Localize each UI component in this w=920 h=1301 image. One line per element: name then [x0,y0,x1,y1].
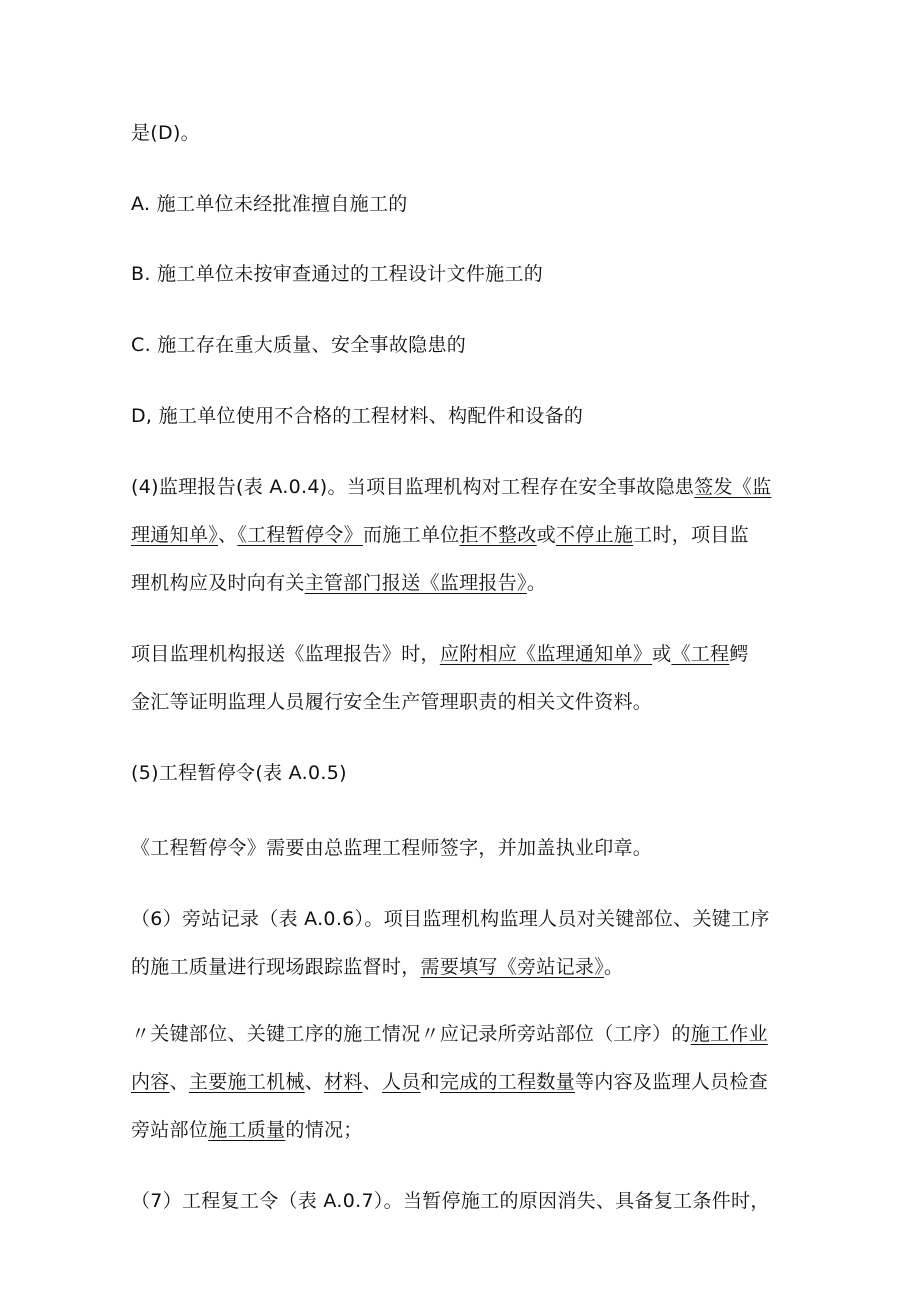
section-5-heading [131,760,811,786]
text-segment: 、 [169,1071,189,1093]
option-b [131,261,811,287]
text-segment: 《工程暂停令》需要由总监理工程师签字，并加盖执业印章。 [131,837,653,859]
paragraph-7-line-1 [131,1188,811,1214]
text-segment: 等内容及监理人员检查 [575,1071,769,1093]
option-d-text: D, 施工单位使用不合格的工程材料、构配件和设备的 [131,405,584,427]
text-segment: 。 [604,956,624,978]
option-a [131,191,811,217]
underlined-text: 签发《监 [694,476,772,498]
report-line-1 [131,641,811,667]
underlined-text: 拒不整改 [459,524,537,546]
underlined-text: 主管部门报送《监理报告》 [304,572,527,594]
text-segment: 理机构应及时向有关 [131,572,305,594]
underlined-text: 理通知单》 [131,524,219,546]
underlined-text: 人员 [381,1071,421,1093]
underlined-text: 材料 [324,1071,363,1093]
underlined-text: 需要填写《旁站记录》 [420,956,605,978]
text-segment: 工时，项目监 [633,524,749,546]
paragraph-6-line-2 [131,954,811,980]
option-c-text: C. 施工存在重大质量、安全事故隐患的 [131,334,467,356]
option-c [131,332,811,358]
option-b-text: B. 施工单位未按审查通过的工程设计文件施工的 [131,263,544,285]
text-segment: （6）旁站记录（表 A.0.6）。项目监理机构监理人员对关键部位、关键工序 [131,908,770,930]
underlined-text: 内容 [131,1071,170,1093]
text-segment: 的情况； [285,1119,363,1141]
underlined-text: 完成的工程数量 [439,1071,575,1093]
text-segment: 而施工单位 [362,524,460,546]
text-segment: 项目监理机构报送《监理报告》时， [131,643,440,665]
option-d [131,403,811,429]
text-segment: 、 [218,524,238,546]
paragraph-4-line-2 [131,522,811,548]
text-line [131,120,811,146]
underlined-text: 《工程暂停令》 [237,524,363,546]
text-segment: 〃关键部位、关键工序的施工情况〃应记录所旁站部位（工序）的 [131,1023,691,1045]
underlined-text: 主要施工机械 [188,1071,305,1093]
paragraph-4-line-1 [131,474,811,500]
site-record-line-3 [131,1117,811,1143]
option-a-text: A. 施工单位未经批准擅自施工的 [131,193,408,215]
answer-text: 是(D)。 [131,122,200,144]
text-segment: 金汇等证明监理人员履行安全生产管理职责的相关文件资料。 [131,691,653,713]
text-segment: 和 [420,1071,440,1093]
stop-order-line [131,835,811,861]
text-segment: 。 [526,572,547,594]
underlined-text: 施工质量 [208,1119,286,1141]
underlined-text: 应附相应《监理通知单》 [439,643,653,665]
text-segment: 或 [652,643,672,665]
underlined-text: 《工程 [671,643,730,665]
text-segment: （7）工程复工令（表 A.0.7）。当暂停施工的原因消失、具备复工条件时， [131,1190,770,1212]
underlined-text: 不停止施 [555,524,634,546]
underlined-text: 施工作业 [690,1023,768,1045]
text-segment: 、 [304,1071,325,1093]
text-segment: (4)监理报告(表 A.0.4)。当项目监理机构对工程存在安全事故隐患 [131,476,695,498]
section-heading: (5)工程暂停令(表 A.0.5) [131,762,347,784]
text-segment: 鳄 [729,643,749,665]
text-segment: 旁站部位 [131,1119,209,1141]
paragraph-4-line-3 [131,570,811,596]
text-segment: 或 [536,524,556,546]
site-record-line-1 [131,1021,811,1047]
text-segment: 的施工质量进行现场跟踪监督时， [131,956,421,978]
paragraph-6-line-1 [131,906,811,932]
site-record-line-2 [131,1069,811,1095]
text-segment: 、 [362,1071,382,1093]
report-line-2 [131,689,811,715]
